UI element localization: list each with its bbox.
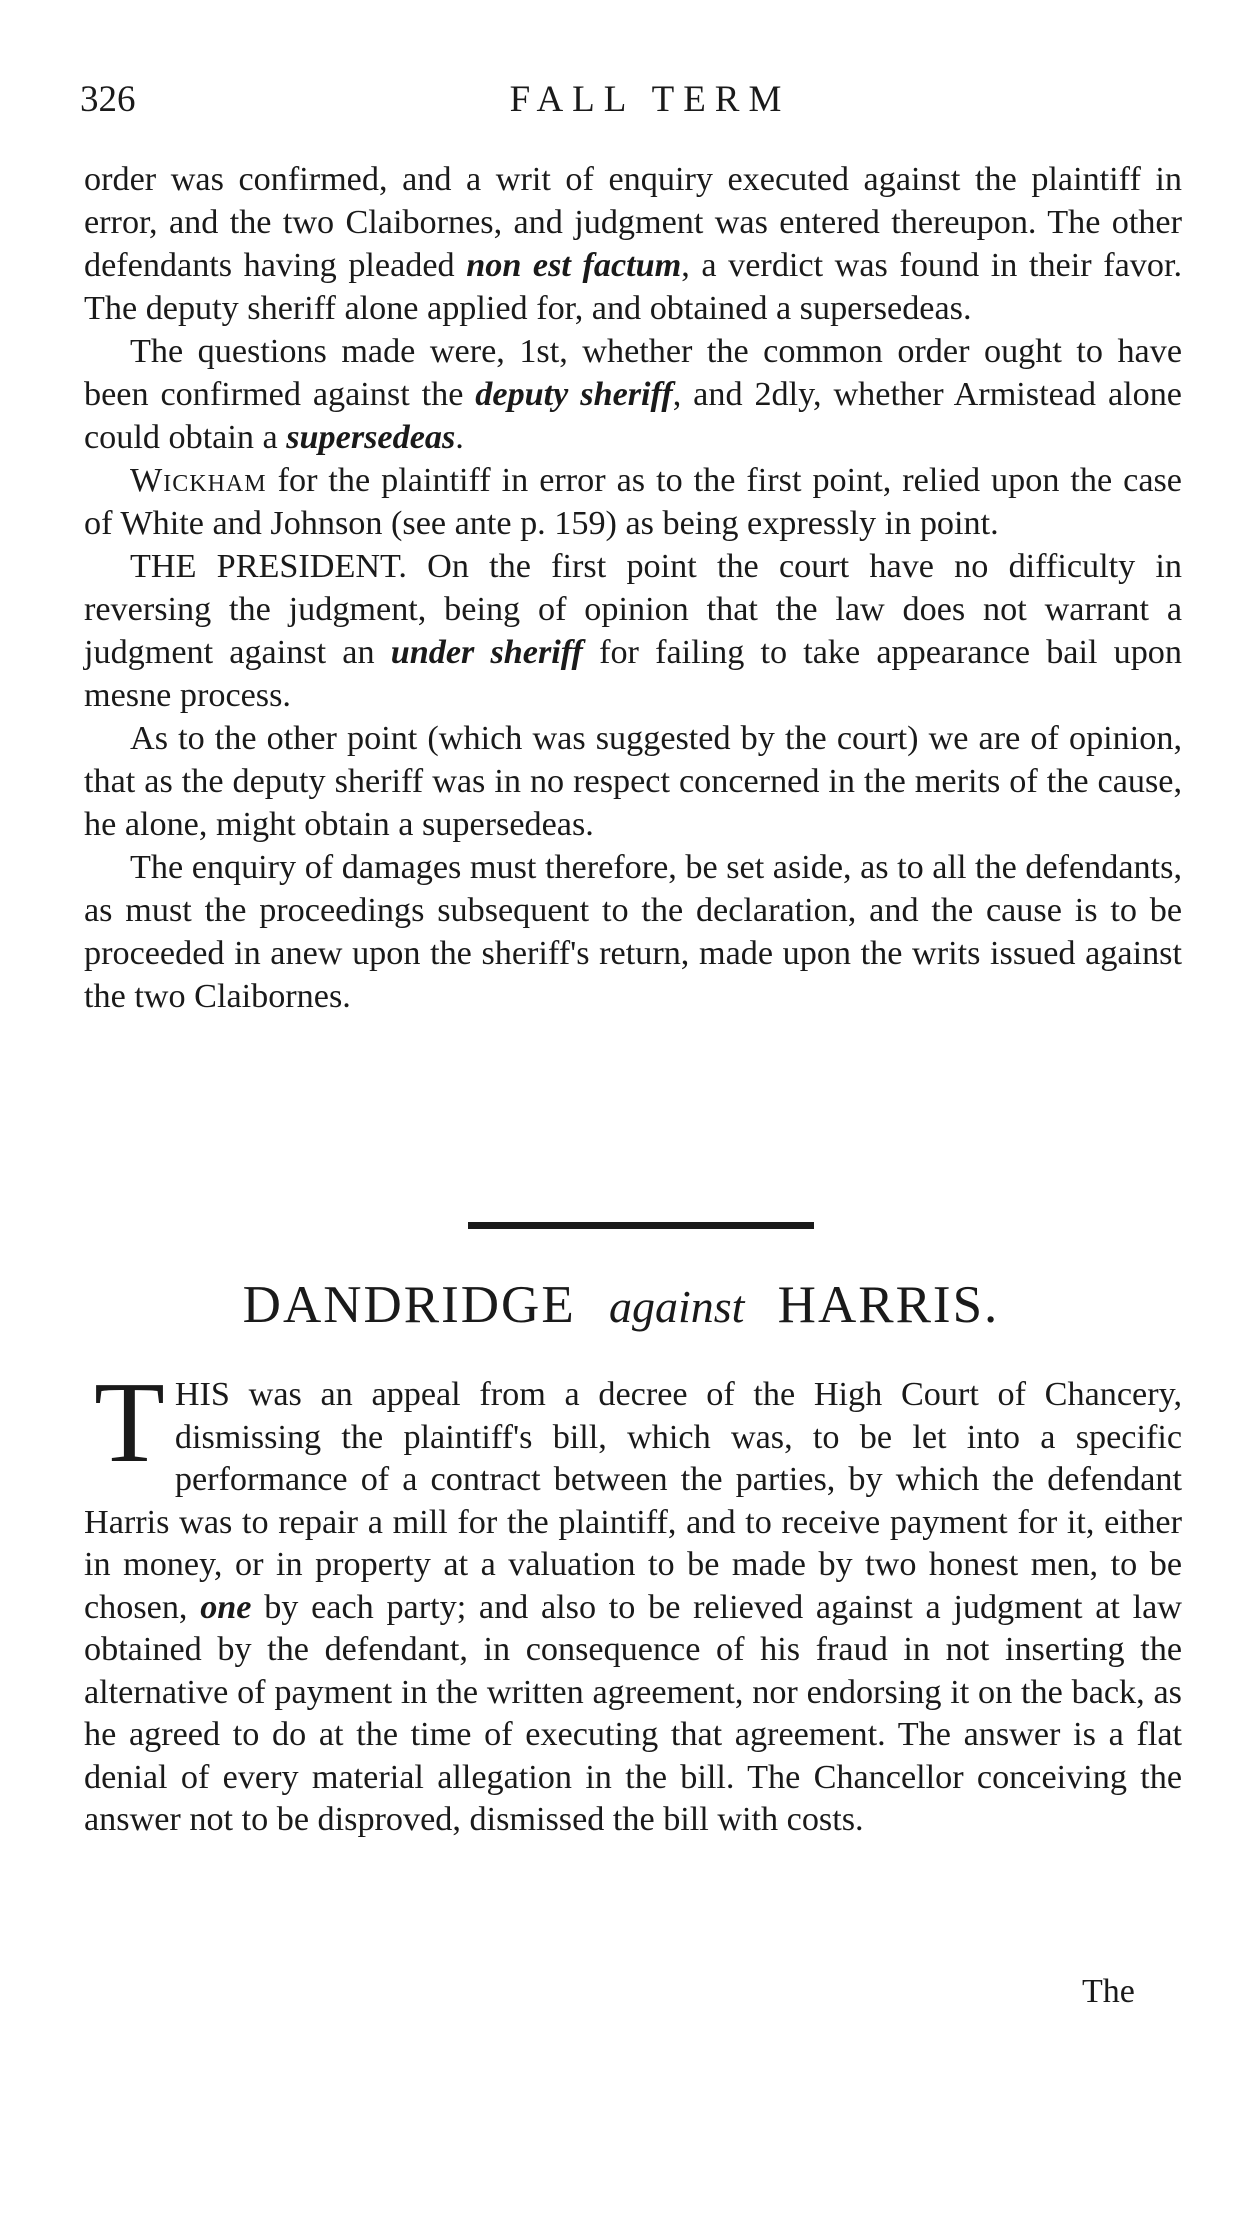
text-segment: for the plaintiff in error as to the first point, relied upon the case of White and Johnson (see ante p. 159) as being expressly in point. bbox=[84, 462, 1182, 542]
latin-term: non est factum bbox=[466, 247, 682, 284]
italic-term: supersedeas bbox=[286, 419, 456, 456]
paragraph-1 bbox=[84, 158, 1182, 330]
paragraph-3 bbox=[84, 459, 1182, 545]
text-segment: On the first point the court have no difficulty in reversing the judgment, being of opinion that the law does not warrant a judgment against an bbox=[84, 548, 1182, 671]
text-segment: . bbox=[455, 419, 464, 456]
page-header bbox=[80, 70, 1180, 130]
text-segment: , and 2dly, whether Armistead alone could obtain a bbox=[84, 376, 1182, 456]
paragraph-6: The enquiry of damages must therefore, be set aside, as to all the defendants, as must the proceedings subsequent to the declaration, and the cause is to be proceeded in anew upon the sheriff's return, made upon the writs issued against the two Claibornes. bbox=[84, 849, 1182, 1015]
text-segment: , a verdict was found in their favor. The deputy sheriff alone applied for, and obtained a supersedeas. bbox=[84, 247, 1183, 327]
speaker-name: THE PRESIDENT. bbox=[130, 548, 407, 585]
case-paragraph bbox=[84, 1359, 1182, 1842]
text-segment: order was confirmed, and a writ of enquiry executed against the plaintiff in error, and the two Claibornes, and judgment was entered thereupon. The other defendants having pleaded bbox=[84, 161, 1182, 284]
counsel-name: Wickham bbox=[130, 462, 267, 499]
case-title bbox=[0, 1272, 1242, 1340]
italic-term: under sheriff bbox=[390, 634, 583, 671]
paragraph-4 bbox=[84, 545, 1182, 717]
catchword: The bbox=[1082, 1973, 1135, 2010]
italic-term: deputy sheriff bbox=[475, 376, 673, 413]
paragraph-2 bbox=[84, 330, 1182, 459]
text-segment: The questions made were, 1st, whether the common order ought to have been confirmed against the bbox=[84, 333, 1182, 413]
plaintiff-name: DANDRIDGE bbox=[242, 1276, 576, 1334]
defendant-name: HARRIS. bbox=[777, 1276, 1000, 1334]
italic-term: one bbox=[200, 1588, 252, 1626]
text-segment: by each party; and also to be relieved against a judgment at law obtained by the defendant, in consequence of his fraud in not inserting the alternative of payment in the written agreement, nor endorsing it on the back, as he agreed to do at the time of executing that agreement. The answer is a flat denial of every material allegation in the bill. The Chancellor conceiving the answer not to be disproved, dismissed the bill with costs. bbox=[84, 1588, 1182, 1838]
case-text bbox=[84, 1359, 1182, 1842]
section-divider bbox=[468, 1222, 814, 1229]
against-word: against bbox=[608, 1281, 745, 1332]
paragraph-5: As to the other point (which was suggested by the court) we are of opinion, that as the deputy sheriff was in no respect concerned in the merits of the cause, he alone, might obtain a supersedeas. bbox=[84, 720, 1182, 843]
text-segment: HIS was an appeal from a decree of the High Court of Chancery, dismissing the plaintiff's bill, which was, to be let into a specific performance of a contract between the parties, by which the defendant Harris was to repair a mill for the plaintiff, and to receive payment for it, either in money, or in property at a valuation to be made by two honest men, to be chosen, bbox=[84, 1376, 1182, 1626]
text-segment: for failing to take appearance bail upon mesne process. bbox=[84, 634, 1182, 714]
running-head: FALL TERM bbox=[509, 79, 791, 120]
opinion-text bbox=[84, 158, 1182, 1018]
drop-cap: T bbox=[94, 1359, 165, 1487]
page-number: 326 bbox=[80, 79, 136, 120]
